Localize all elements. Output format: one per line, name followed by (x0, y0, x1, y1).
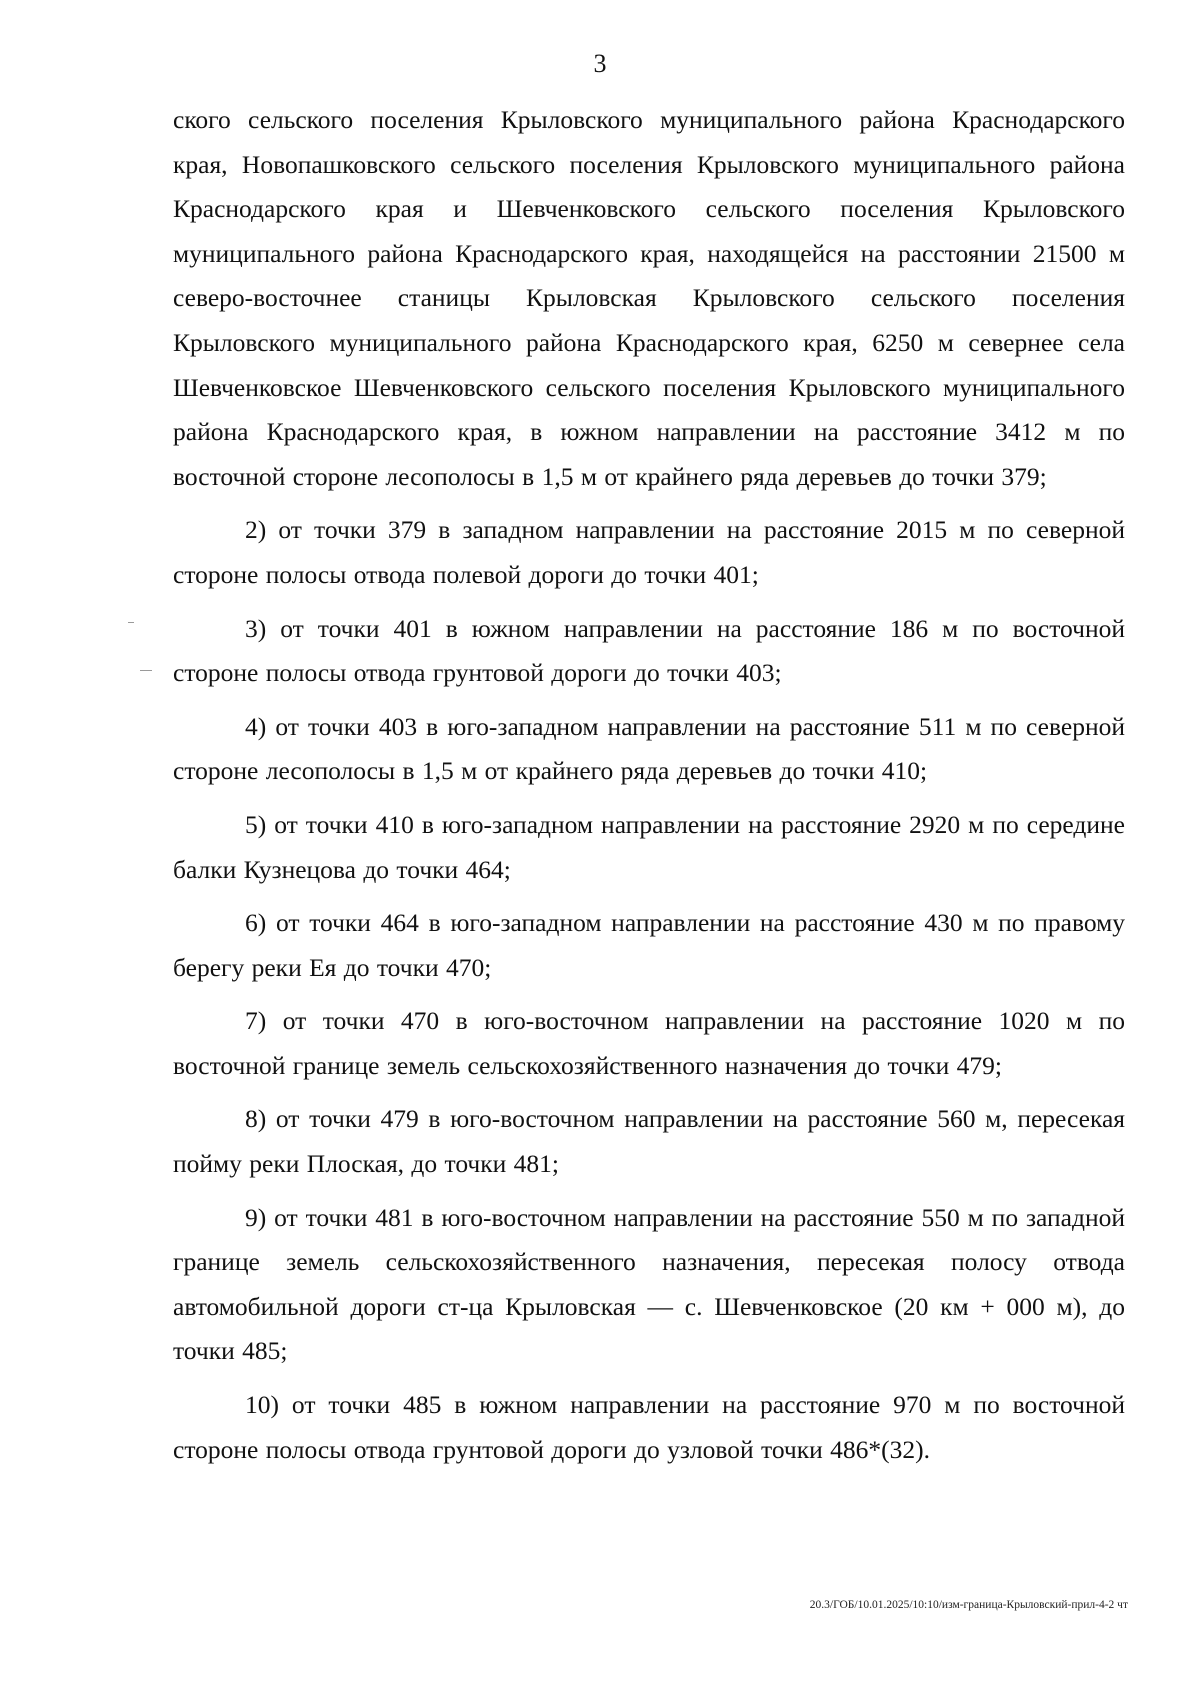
paragraph-item-2: 2) от точки 379 в западном направлении на расстояние 2015 м по северной стороне полосы отвода полевой дороги до точки 401; (173, 515, 1125, 589)
scan-speck (140, 670, 152, 671)
scan-speck (128, 622, 134, 623)
paragraph-item-7: 7) от точки 470 в юго-восточном направлении на расстояние 1020 м по восточной границе земель сельскохозяйственного назначения до точки 479; (173, 1006, 1125, 1080)
paragraph-item-3: 3) от точки 401 в южном направлении на расстояние 186 м по восточной стороне полосы отвода грунтовой дороги до точки 403; (173, 613, 1125, 688)
paragraph-item-5: 5) от точки 410 в юго-западном направлении на расстояние 2920 м по середине балки Кузнецова до точки 464; (173, 809, 1125, 884)
paragraph-item-4: 4) от точки 403 в юго-западном направлении на расстояние 511 м по северной стороне лесополосы в 1,5 м от крайнего ряда деревьев до точки 410; (173, 711, 1125, 786)
page-number: 3 (593, 49, 607, 78)
paragraph-item-9: 9) от точки 481 в юго-восточном направлении на расстояние 550 м по западной границе земель сельскохозяйственного назначения, пересекая полосу отвода автомобильной дороги ст-ца Крыловская — с. Шевченковское (20 км + 000 м), до точки 485; (173, 1202, 1125, 1366)
paragraph-continuation: ского сельского поселения Крыловского муниципального района Краснодарского края, Новопашковского сельского поселения Крыловского муниципального района Краснодарского края и Шевченковского сельского поселения Крыловского муниципального района Краснодарского края, находящейся на расстоянии 21500 м северо-восточнее станицы Крыловская Крыловского сельского поселения Крыловского муниципального района Краснодарского края, 6250 м севернее села Шевченковское Шевченковского сельского поселения Крыловского муниципального района Краснодарского края, в южном направлении на расстояние 3412 м по восточной стороне лесополосы в 1,5 м от крайнего ряда деревьев до точки 379; (173, 105, 1125, 491)
paragraph-item-10: 10) от точки 485 в южном направлении на расстояние 970 м по восточной стороне полосы отвода грунтовой дороги до узловой точки 486*(32). (173, 1390, 1125, 1464)
document-footer: 20.3/ГОБ/10.01.2025/10:10/изм-граница-Крыловский-прил-4-2 чт (809, 1599, 1128, 1611)
paragraph-item-6: 6) от точки 464 в юго-западном направлении на расстояние 430 м по правому берегу реки Ея до точки 470; (173, 908, 1125, 982)
document-body (173, 98, 1125, 1472)
paragraph-item-8: 8) от точки 479 в юго-восточном направлении на расстояние 560 м, пересекая пойму реки Плоская, до точки 481; (173, 1104, 1125, 1179)
